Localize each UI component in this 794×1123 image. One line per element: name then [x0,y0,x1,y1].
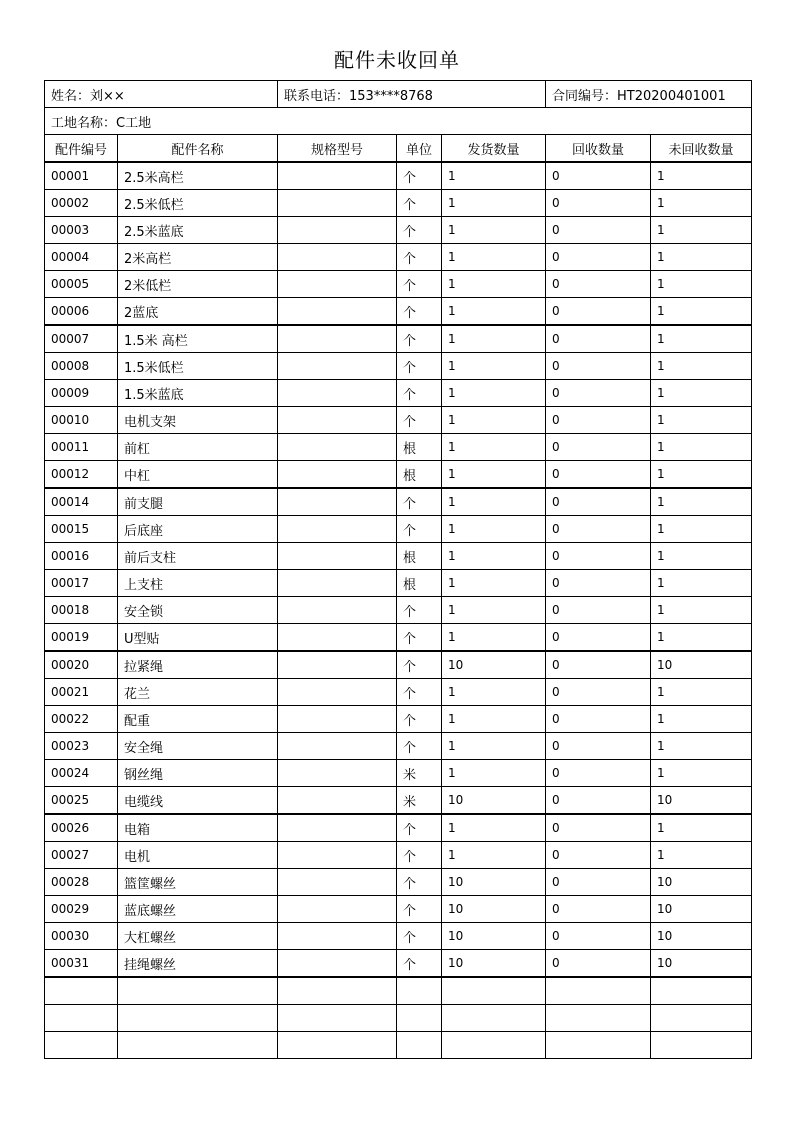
unit-cell: 个 [397,869,442,896]
table-row [45,434,752,461]
part-id-cell: 00029 [45,896,118,923]
part-name-cell: 1.5米低栏 [118,353,278,380]
outstanding-qty-cell: 1 [651,516,752,543]
spec-cell [278,407,397,434]
table-row [45,271,752,298]
unit-cell: 米 [397,787,442,815]
spec-cell [278,162,397,190]
outstanding-qty-cell: 10 [651,896,752,923]
spec-cell [278,814,397,842]
returned-qty-cell: 0 [546,787,651,815]
outstanding-qty-cell: 10 [651,950,752,978]
outstanding-qty-cell: 10 [651,923,752,950]
unit-cell: 个 [397,679,442,706]
part-name-cell: 电缆线 [118,787,278,815]
outstanding-qty-cell: 1 [651,624,752,652]
unit-cell: 个 [397,814,442,842]
spec-cell [278,516,397,543]
outstanding-qty-cell: 10 [651,869,752,896]
outstanding-qty-cell: 1 [651,217,752,244]
empty-cell [278,977,397,1005]
outstanding-qty-cell: 1 [651,760,752,787]
returned-qty-cell: 0 [546,842,651,869]
table-row [45,244,752,271]
contract-number: 合同编号：HT20200401001 [546,81,752,108]
returned-qty-cell: 0 [546,434,651,461]
outstanding-qty-cell: 1 [651,407,752,434]
unit-cell: 个 [397,516,442,543]
spec-cell [278,190,397,217]
outstanding-qty-cell: 1 [651,190,752,217]
header-unit: 单位 [397,135,442,163]
unit-cell: 个 [397,950,442,978]
part-name-cell: 1.5米 高栏 [118,325,278,353]
unit-cell: 个 [397,597,442,624]
outstanding-qty-cell: 1 [651,842,752,869]
part-name-cell: 后底座 [118,516,278,543]
site-name: 工地名称：C工地 [45,108,752,135]
part-id-cell: 00004 [45,244,118,271]
part-name-cell: 电机支架 [118,407,278,434]
sent-qty-cell: 1 [442,434,546,461]
sent-qty-cell: 1 [442,706,546,733]
spec-cell [278,298,397,326]
spec-cell [278,570,397,597]
returned-qty-cell: 0 [546,923,651,950]
table-row [45,217,752,244]
part-name-cell: 电机 [118,842,278,869]
sent-qty-cell: 10 [442,923,546,950]
returned-qty-cell: 0 [546,353,651,380]
part-id-cell: 00016 [45,543,118,570]
sent-qty-cell: 1 [442,733,546,760]
returned-qty-cell: 0 [546,488,651,516]
sent-qty-cell: 1 [442,271,546,298]
part-name-cell: 钢丝绳 [118,760,278,787]
returned-qty-cell: 0 [546,162,651,190]
sent-qty-cell: 1 [442,380,546,407]
empty-cell [546,977,651,1005]
part-name-cell: 大杠螺丝 [118,923,278,950]
header-returned-qty: 回收数量 [546,135,651,163]
part-id-cell: 00030 [45,923,118,950]
returned-qty-cell: 0 [546,461,651,489]
outstanding-qty-cell: 1 [651,543,752,570]
outstanding-qty-cell: 1 [651,298,752,326]
contact-phone: 联系电话：153****8768 [278,81,546,108]
empty-row [45,977,752,1005]
part-id-cell: 00012 [45,461,118,489]
empty-cell [442,1005,546,1032]
spec-cell [278,760,397,787]
spec-cell [278,896,397,923]
empty-row [45,1005,752,1032]
sent-qty-cell: 1 [442,162,546,190]
empty-cell [45,1032,118,1059]
outstanding-qty-cell: 1 [651,814,752,842]
table-row [45,407,752,434]
outstanding-qty-cell: 1 [651,244,752,271]
empty-cell [442,977,546,1005]
unit-cell: 个 [397,651,442,679]
spec-cell [278,597,397,624]
spec-cell [278,244,397,271]
returned-qty-cell: 0 [546,869,651,896]
unit-cell: 个 [397,733,442,760]
empty-cell [118,977,278,1005]
sent-qty-cell: 1 [442,760,546,787]
sent-qty-cell: 10 [442,787,546,815]
part-name-cell: 电箱 [118,814,278,842]
outstanding-qty-cell: 1 [651,380,752,407]
table-row [45,543,752,570]
spec-cell [278,380,397,407]
returned-qty-cell: 0 [546,597,651,624]
header-part-name: 配件名称 [118,135,278,163]
returned-qty-cell: 0 [546,190,651,217]
unit-cell: 个 [397,271,442,298]
spec-cell [278,217,397,244]
sent-qty-cell: 1 [442,516,546,543]
spec-cell [278,651,397,679]
returned-qty-cell: 0 [546,679,651,706]
sent-qty-cell: 1 [442,597,546,624]
empty-cell [118,1032,278,1059]
part-name-cell: 配重 [118,706,278,733]
table-row [45,597,752,624]
table-row [45,353,752,380]
spec-cell [278,624,397,652]
part-name-cell: 中杠 [118,461,278,489]
document-title: 配件未收回单 [334,48,460,72]
unit-cell: 个 [397,624,442,652]
spec-cell [278,706,397,733]
empty-cell [278,1032,397,1059]
part-id-cell: 00005 [45,271,118,298]
table-row [45,787,752,815]
spec-cell [278,461,397,489]
unit-cell: 个 [397,407,442,434]
table-row [45,923,752,950]
spec-cell [278,434,397,461]
spec-cell [278,842,397,869]
part-id-cell: 00019 [45,624,118,652]
returned-qty-cell: 0 [546,298,651,326]
outstanding-qty-cell: 1 [651,271,752,298]
outstanding-qty-cell: 1 [651,570,752,597]
part-name-cell: 前支腿 [118,488,278,516]
part-name-cell: 蓝底螺丝 [118,896,278,923]
unit-cell: 个 [397,380,442,407]
part-name-cell: 1.5米蓝底 [118,380,278,407]
part-name-cell: 2.5米蓝底 [118,217,278,244]
header-outstanding-qty: 未回收数量 [651,135,752,163]
sent-qty-cell: 1 [442,488,546,516]
part-id-cell: 00006 [45,298,118,326]
part-id-cell: 00020 [45,651,118,679]
returned-qty-cell: 0 [546,325,651,353]
unit-cell: 根 [397,570,442,597]
returned-qty-cell: 0 [546,760,651,787]
part-name-cell: 花兰 [118,679,278,706]
sent-qty-cell: 10 [442,869,546,896]
empty-cell [45,1005,118,1032]
part-id-cell: 00007 [45,325,118,353]
table-row [45,461,752,489]
part-id-cell: 00031 [45,950,118,978]
sent-qty-cell: 10 [442,950,546,978]
spec-cell [278,950,397,978]
sent-qty-cell: 10 [442,896,546,923]
spec-cell [278,543,397,570]
outstanding-qty-cell: 10 [651,651,752,679]
table-row [45,488,752,516]
sent-qty-cell: 1 [442,407,546,434]
outstanding-qty-cell: 1 [651,679,752,706]
part-id-cell: 00018 [45,597,118,624]
empty-cell [397,1005,442,1032]
sent-qty-cell: 1 [442,624,546,652]
part-name-cell: 篮筐螺丝 [118,869,278,896]
returned-qty-cell: 0 [546,217,651,244]
sent-qty-cell: 1 [442,842,546,869]
part-id-cell: 00017 [45,570,118,597]
unit-cell: 个 [397,706,442,733]
header-spec: 规格型号 [278,135,397,163]
unit-cell: 个 [397,190,442,217]
table-row [45,298,752,326]
outstanding-qty-cell: 1 [651,434,752,461]
table-row [45,706,752,733]
part-name-cell: 2.5米高栏 [118,162,278,190]
unit-cell: 根 [397,434,442,461]
sent-qty-cell: 1 [442,461,546,489]
part-name-cell: 上支柱 [118,570,278,597]
part-name-cell: 前杠 [118,434,278,461]
spec-cell [278,679,397,706]
unit-cell: 个 [397,162,442,190]
unit-cell: 个 [397,896,442,923]
table-row [45,950,752,978]
sent-qty-cell: 1 [442,543,546,570]
part-id-cell: 00003 [45,217,118,244]
table-row [45,842,752,869]
empty-cell [546,1032,651,1059]
table-row [45,624,752,652]
sent-qty-cell: 1 [442,353,546,380]
unit-cell: 个 [397,353,442,380]
part-name-cell: 安全锁 [118,597,278,624]
part-name-cell: 2.5米低栏 [118,190,278,217]
empty-cell [278,1005,397,1032]
part-name-cell: 2蓝底 [118,298,278,326]
table-row [45,760,752,787]
table-row [45,162,752,190]
spec-cell [278,353,397,380]
returned-qty-cell: 0 [546,814,651,842]
returned-qty-cell: 0 [546,244,651,271]
returned-qty-cell: 0 [546,896,651,923]
sent-qty-cell: 1 [442,325,546,353]
sent-qty-cell: 10 [442,651,546,679]
table-row [45,733,752,760]
part-id-cell: 00028 [45,869,118,896]
returned-qty-cell: 0 [546,651,651,679]
outstanding-qty-cell: 1 [651,325,752,353]
empty-cell [45,977,118,1005]
sent-qty-cell: 1 [442,190,546,217]
part-id-cell: 00014 [45,488,118,516]
returned-qty-cell: 0 [546,516,651,543]
outstanding-qty-cell: 1 [651,597,752,624]
sent-qty-cell: 1 [442,570,546,597]
unit-cell: 个 [397,842,442,869]
part-name-cell: U型贴 [118,624,278,652]
header-part-id: 配件编号 [45,135,118,163]
unit-cell: 米 [397,760,442,787]
spec-cell [278,733,397,760]
part-name-cell: 2米高栏 [118,244,278,271]
returned-qty-cell: 0 [546,570,651,597]
parts-table [44,80,752,1059]
unit-cell: 个 [397,298,442,326]
empty-cell [651,977,752,1005]
table-header-row [45,135,752,163]
table-row [45,651,752,679]
outstanding-qty-cell: 1 [651,353,752,380]
sent-qty-cell: 1 [442,217,546,244]
part-name-cell: 挂绳螺丝 [118,950,278,978]
empty-cell [546,1005,651,1032]
empty-cell [118,1005,278,1032]
returned-qty-cell: 0 [546,706,651,733]
unit-cell: 根 [397,543,442,570]
empty-cell [442,1032,546,1059]
table-row [45,190,752,217]
spec-cell [278,869,397,896]
unit-cell: 个 [397,325,442,353]
empty-cell [651,1005,752,1032]
part-id-cell: 00026 [45,814,118,842]
customer-name: 姓名：刘×× [45,81,278,108]
part-id-cell: 00001 [45,162,118,190]
outstanding-qty-cell: 1 [651,488,752,516]
unit-cell: 个 [397,488,442,516]
returned-qty-cell: 0 [546,950,651,978]
table-row [45,516,752,543]
empty-cell [397,977,442,1005]
returned-qty-cell: 0 [546,407,651,434]
table-row [45,814,752,842]
part-id-cell: 00022 [45,706,118,733]
returned-qty-cell: 0 [546,380,651,407]
outstanding-qty-cell: 1 [651,706,752,733]
sent-qty-cell: 1 [442,244,546,271]
empty-cell [651,1032,752,1059]
part-id-cell: 00009 [45,380,118,407]
empty-cell [397,1032,442,1059]
part-id-cell: 00023 [45,733,118,760]
part-name-cell: 安全绳 [118,733,278,760]
part-id-cell: 00011 [45,434,118,461]
part-id-cell: 00027 [45,842,118,869]
table-row [45,869,752,896]
returned-qty-cell: 0 [546,733,651,760]
part-id-cell: 00024 [45,760,118,787]
spec-cell [278,923,397,950]
part-name-cell: 拉紧绳 [118,651,278,679]
unit-cell: 根 [397,461,442,489]
unit-cell: 个 [397,244,442,271]
unit-cell: 个 [397,217,442,244]
sent-qty-cell: 1 [442,298,546,326]
table-row [45,325,752,353]
outstanding-qty-cell: 1 [651,733,752,760]
table-row [45,380,752,407]
spec-cell [278,488,397,516]
returned-qty-cell: 0 [546,271,651,298]
part-name-cell: 前后支柱 [118,543,278,570]
returned-qty-cell: 0 [546,543,651,570]
outstanding-qty-cell: 1 [651,461,752,489]
sent-qty-cell: 1 [442,814,546,842]
part-name-cell: 2米低栏 [118,271,278,298]
outstanding-qty-cell: 1 [651,162,752,190]
returned-qty-cell: 0 [546,624,651,652]
outstanding-qty-cell: 10 [651,787,752,815]
part-id-cell: 00021 [45,679,118,706]
unit-cell: 个 [397,923,442,950]
part-id-cell: 00002 [45,190,118,217]
header-sent-qty: 发货数量 [442,135,546,163]
part-id-cell: 00015 [45,516,118,543]
part-id-cell: 00025 [45,787,118,815]
sent-qty-cell: 1 [442,679,546,706]
spec-cell [278,787,397,815]
table-row [45,896,752,923]
spec-cell [278,325,397,353]
empty-row [45,1032,752,1059]
spec-cell [278,271,397,298]
table-row [45,570,752,597]
part-id-cell: 00008 [45,353,118,380]
table-row [45,679,752,706]
part-id-cell: 00010 [45,407,118,434]
